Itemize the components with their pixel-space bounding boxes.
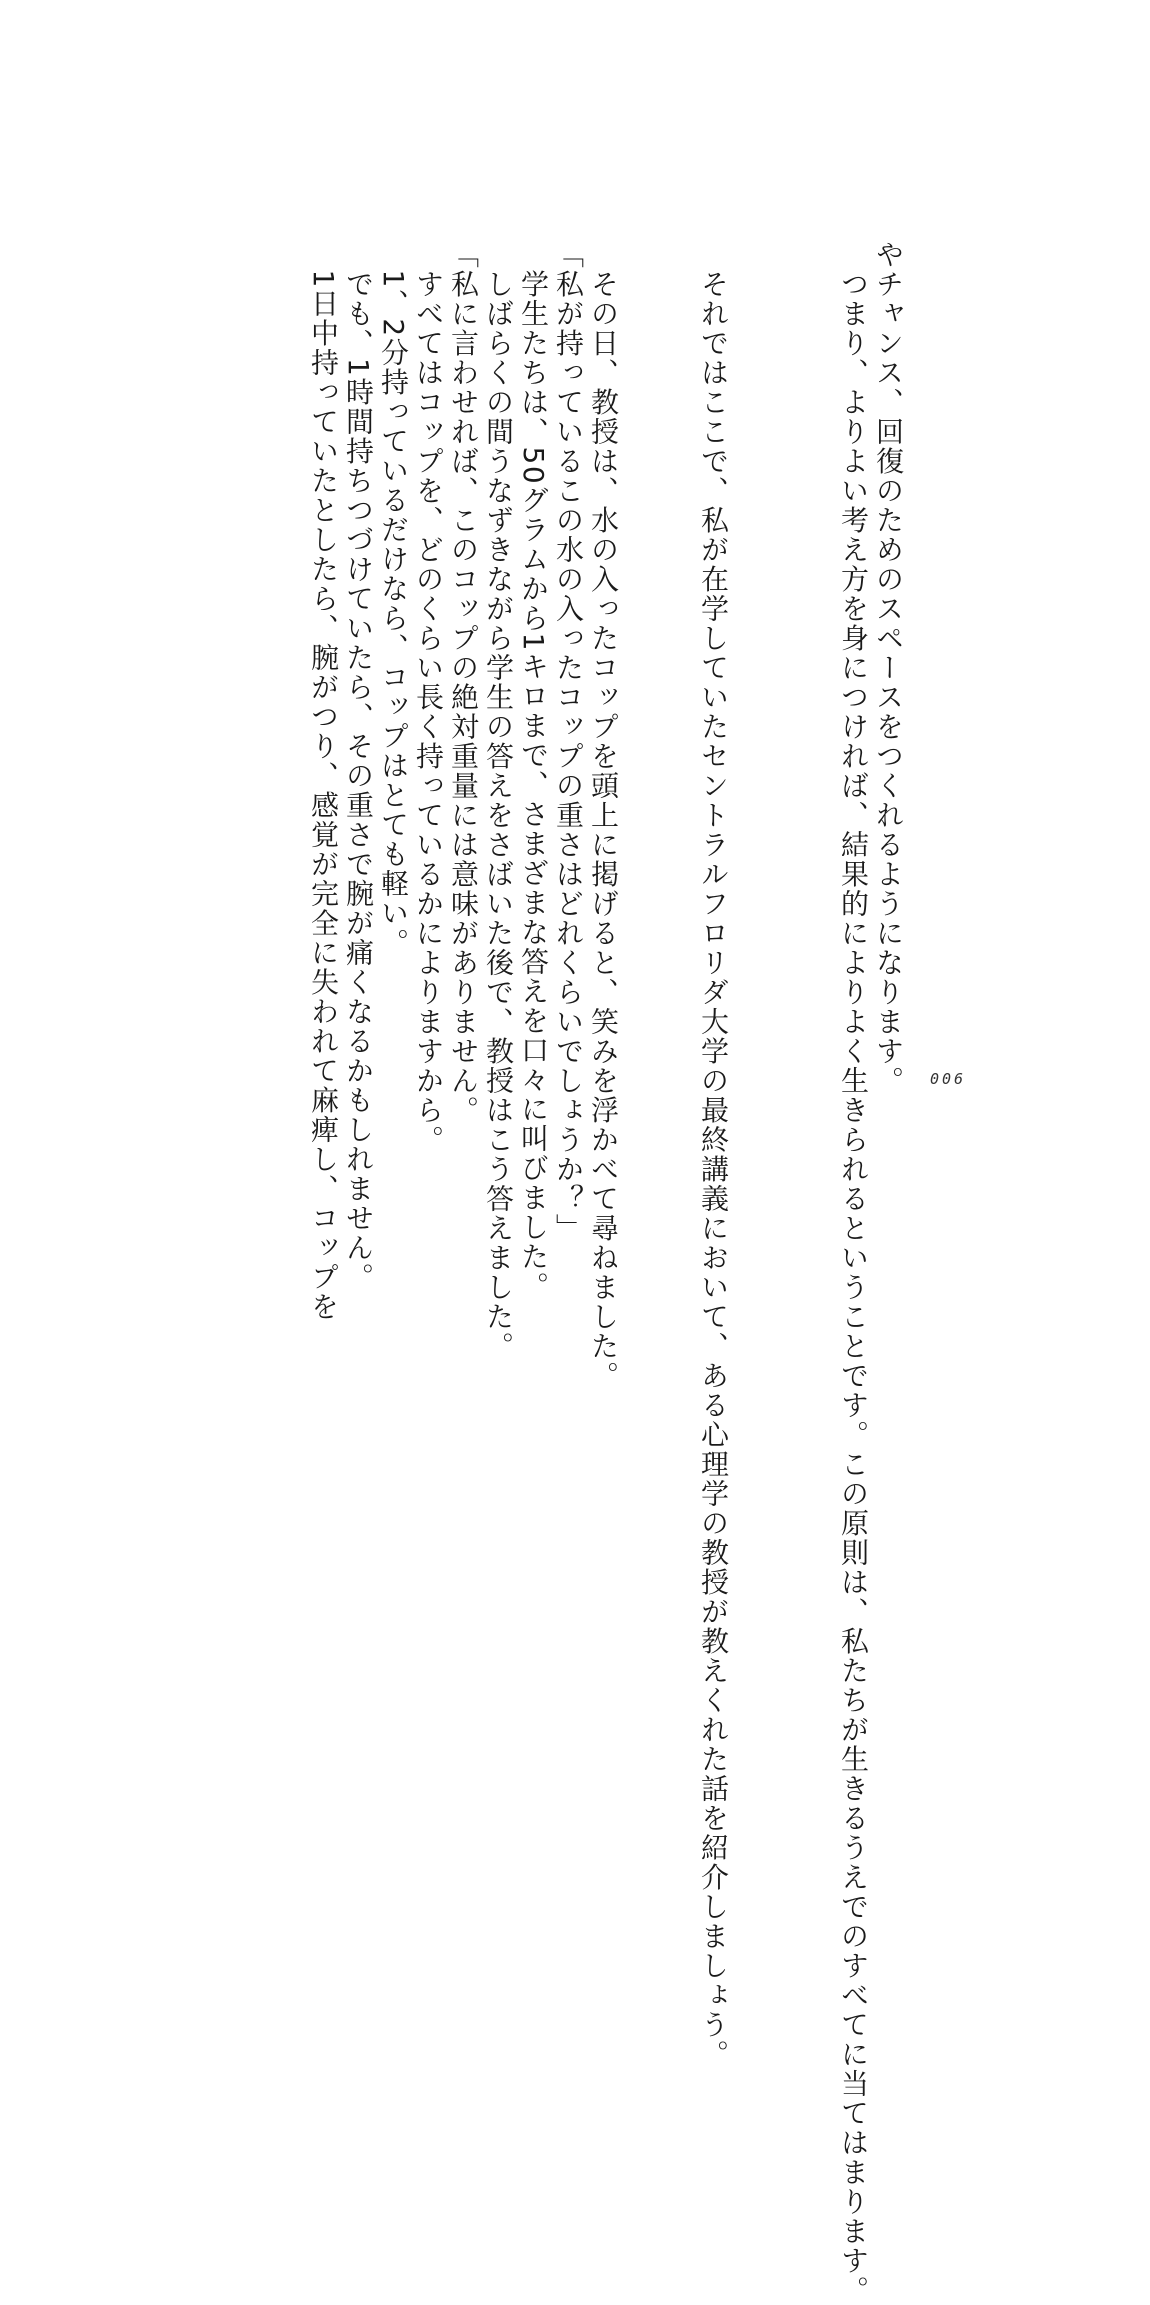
text-line: すべてはコップを、どのくらい長く持っているかによりますから。 <box>412 240 445 1155</box>
text-line: 1日中持っていたとしたら、腕がつり、感覚が完全に失われて麻痺し、コップを <box>307 240 340 1322</box>
text-line: でも、1時間持ちつづけていたら、その重さで腕が痛くなるかもしれません。 <box>342 240 375 1292</box>
text-line: しばらくの間うなずきながら学生の答えをさばいた後で、教授はこう答えました。 <box>482 240 515 1361</box>
text-line: それではここで、私が在学していたセントラルフロリダ大学の最終講義において、ある心理学の教授が教えくれた話を紹介しましょう。 <box>697 240 730 2069</box>
text-line: その日、教授は、水の入ったコップを頭上に掲げると、笑みを浮かべて尋ねました。 <box>587 240 620 1391</box>
page-number: 006 <box>930 1070 967 1088</box>
text-line: 学生たちは、50グラムから1キロまで、さまざまな答えを口々に叫びました。 <box>517 240 550 1301</box>
text-line: 1、2分持っているだけなら、コップはとても軽い。 <box>377 240 410 958</box>
text-line: 「私に言わせれば、このコップの絶対重量には意味がありません。 <box>447 240 480 1125</box>
text-line: つまり、よりよい考え方を身につければ、結果的によりよく生きられるということです。この原則は、私たちが生きるうえでのすべてに当てはまります。 <box>837 240 870 2305</box>
text-line: やチャンス、回復のためのスペースをつくれるようになります。 <box>872 240 905 1096</box>
text-line <box>800 240 836 1040</box>
text-line <box>660 240 696 1040</box>
text-line: 「私が持っているこの水の入ったコップの重さはどれくらいでしょうか？」 <box>552 240 585 1243</box>
